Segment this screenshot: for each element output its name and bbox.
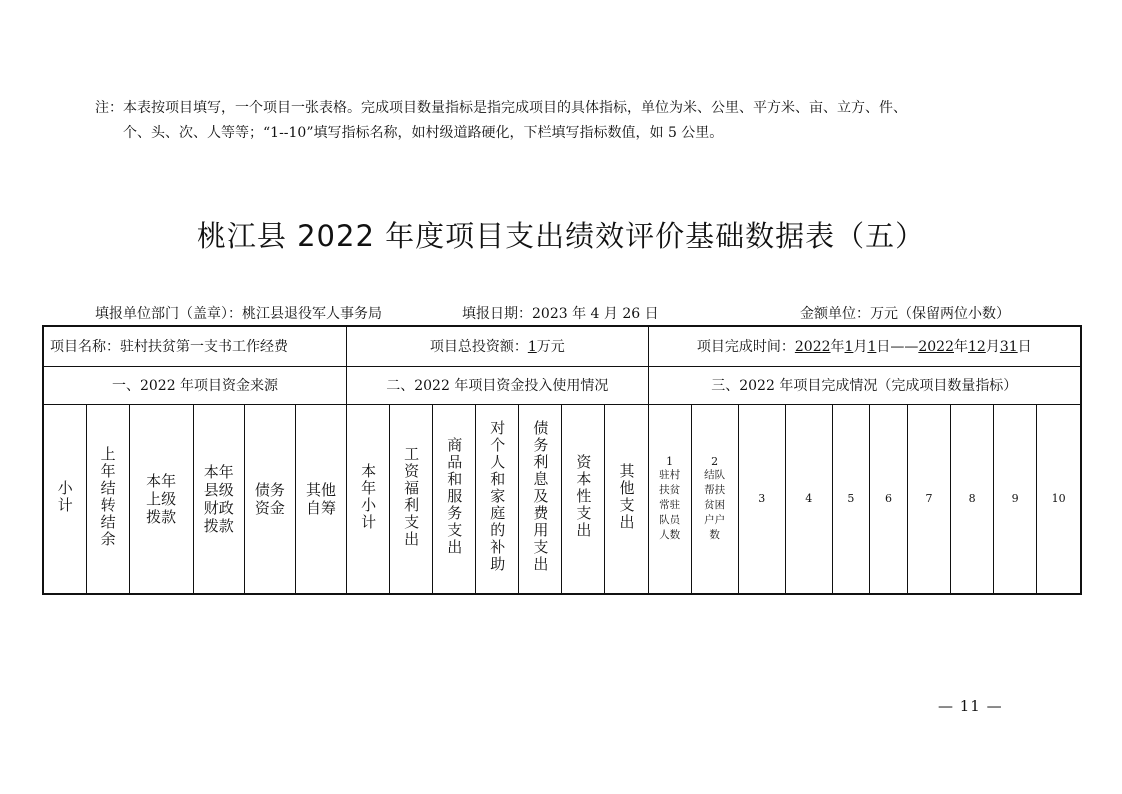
usage-col-subtotal — [347, 404, 390, 594]
indicator-col-7: 7 — [907, 404, 950, 594]
section-funding-source: 一、2022 年项目资金来源 — [43, 366, 347, 404]
funding-col-superior-label: 本年上级拨款 — [146, 471, 177, 526]
end-year: 2022 — [918, 339, 954, 356]
funding-col-subtotal-label: 小计 — [55, 479, 74, 514]
funding-col-carryover — [86, 404, 129, 594]
note-line-2: 个、头、次、人等等；“1--10”填写指标名称，如村级道路硬化，下栏填写指标数值，如 5 公里。 — [123, 125, 724, 141]
usage-col-salary-label: 工资福利支出 — [402, 445, 421, 548]
usage-col-capital-label: 资本性支出 — [574, 454, 593, 540]
indicator-label: 结队帮扶贫困户户数 — [704, 468, 726, 541]
total-investment-cell — [347, 326, 649, 366]
start-month-unit: 月 — [853, 339, 868, 356]
indicator-col-10: 10 — [1037, 404, 1081, 594]
usage-col-other — [605, 404, 648, 594]
indicator-col-3: 3 — [738, 404, 785, 594]
currency-unit: 金额单位：万元（保留两位小数） — [800, 306, 1010, 322]
indicator-col-5: 5 — [832, 404, 869, 594]
total-investment-unit: 万元 — [536, 339, 565, 356]
usage-col-subtotal-label: 本年小计 — [359, 462, 378, 531]
total-investment-value: 1 — [527, 339, 537, 356]
start-month: 1 — [844, 339, 854, 356]
start-year-unit: 年 — [830, 339, 845, 356]
funding-col-superior — [129, 404, 193, 594]
indicator-label: 驻村扶贫常驻队员人数 — [659, 468, 681, 541]
total-investment-label: 项目总投资额： — [429, 339, 528, 356]
indicator-col-6: 6 — [869, 404, 907, 594]
page-title: 桃江县 2022 年度项目支出绩效评价基础数据表（五） — [196, 219, 926, 253]
funding-col-self-label: 其他自筹 — [305, 480, 336, 517]
usage-col-subsidy — [476, 404, 519, 594]
end-month: 12 — [968, 339, 986, 356]
end-year-unit: 年 — [954, 339, 968, 356]
note-line-1: 注：本表按项目填写，一个项目一张表格。完成项目数量指标是指完成项目的具体指标，单位为米、公里、平方米、亩、立方、件、 — [95, 100, 907, 116]
funding-col-carryover-label: 上年结转结余 — [98, 445, 117, 548]
table-note — [95, 96, 1055, 146]
indicator-col-1 — [648, 404, 691, 594]
indicator-col-4: 4 — [785, 404, 832, 594]
start-day: 1 — [867, 339, 877, 356]
funding-col-debt — [244, 404, 295, 594]
usage-col-salary — [390, 404, 433, 594]
end-month-unit: 月 — [985, 339, 1000, 356]
funding-col-county — [193, 404, 244, 594]
usage-col-interest — [519, 404, 562, 594]
usage-col-goods — [433, 404, 476, 594]
usage-col-capital — [562, 404, 605, 594]
usage-col-goods-label: 商品和服务支出 — [445, 437, 464, 557]
start-day-unit: 日—— — [876, 339, 919, 356]
end-day: 31 — [999, 339, 1018, 356]
usage-col-interest-label: 债务利息及费用支出 — [531, 420, 550, 574]
completion-time-label: 项目完成时间： — [696, 339, 795, 356]
indicator-col-2 — [691, 404, 738, 594]
usage-col-other-label: 其他支出 — [617, 462, 636, 531]
indicator-no: 2 — [711, 454, 719, 468]
reporting-date: 填报日期：2023 年 4 月 26 日 — [462, 306, 659, 322]
page-number: — 11 — — [938, 697, 1003, 715]
section-fund-usage: 二、2022 年项目资金投入使用情况 — [347, 366, 649, 404]
funding-col-subtotal — [43, 404, 86, 594]
indicator-col-9: 9 — [994, 404, 1037, 594]
reporting-unit: 填报单位部门（盖章）：桃江县退役军人事务局 — [95, 306, 382, 322]
funding-col-self — [295, 404, 346, 594]
end-day-unit: 日 — [1017, 339, 1032, 356]
section-completion: 三、2022 年项目完成情况（完成项目数量指标） — [648, 366, 1081, 404]
usage-col-subsidy-label: 对个人和家庭的补助 — [488, 420, 507, 574]
data-table — [42, 325, 1082, 595]
funding-col-county-label: 本年县级财政拨款 — [203, 462, 234, 535]
funding-col-debt-label: 债务资金 — [254, 480, 285, 517]
indicator-col-8: 8 — [951, 404, 994, 594]
project-name-cell: 项目名称：驻村扶贫第一支书工作经费 — [43, 326, 347, 366]
completion-time-cell — [648, 326, 1081, 366]
start-year: 2022 — [794, 339, 831, 356]
indicator-no: 1 — [666, 454, 674, 468]
